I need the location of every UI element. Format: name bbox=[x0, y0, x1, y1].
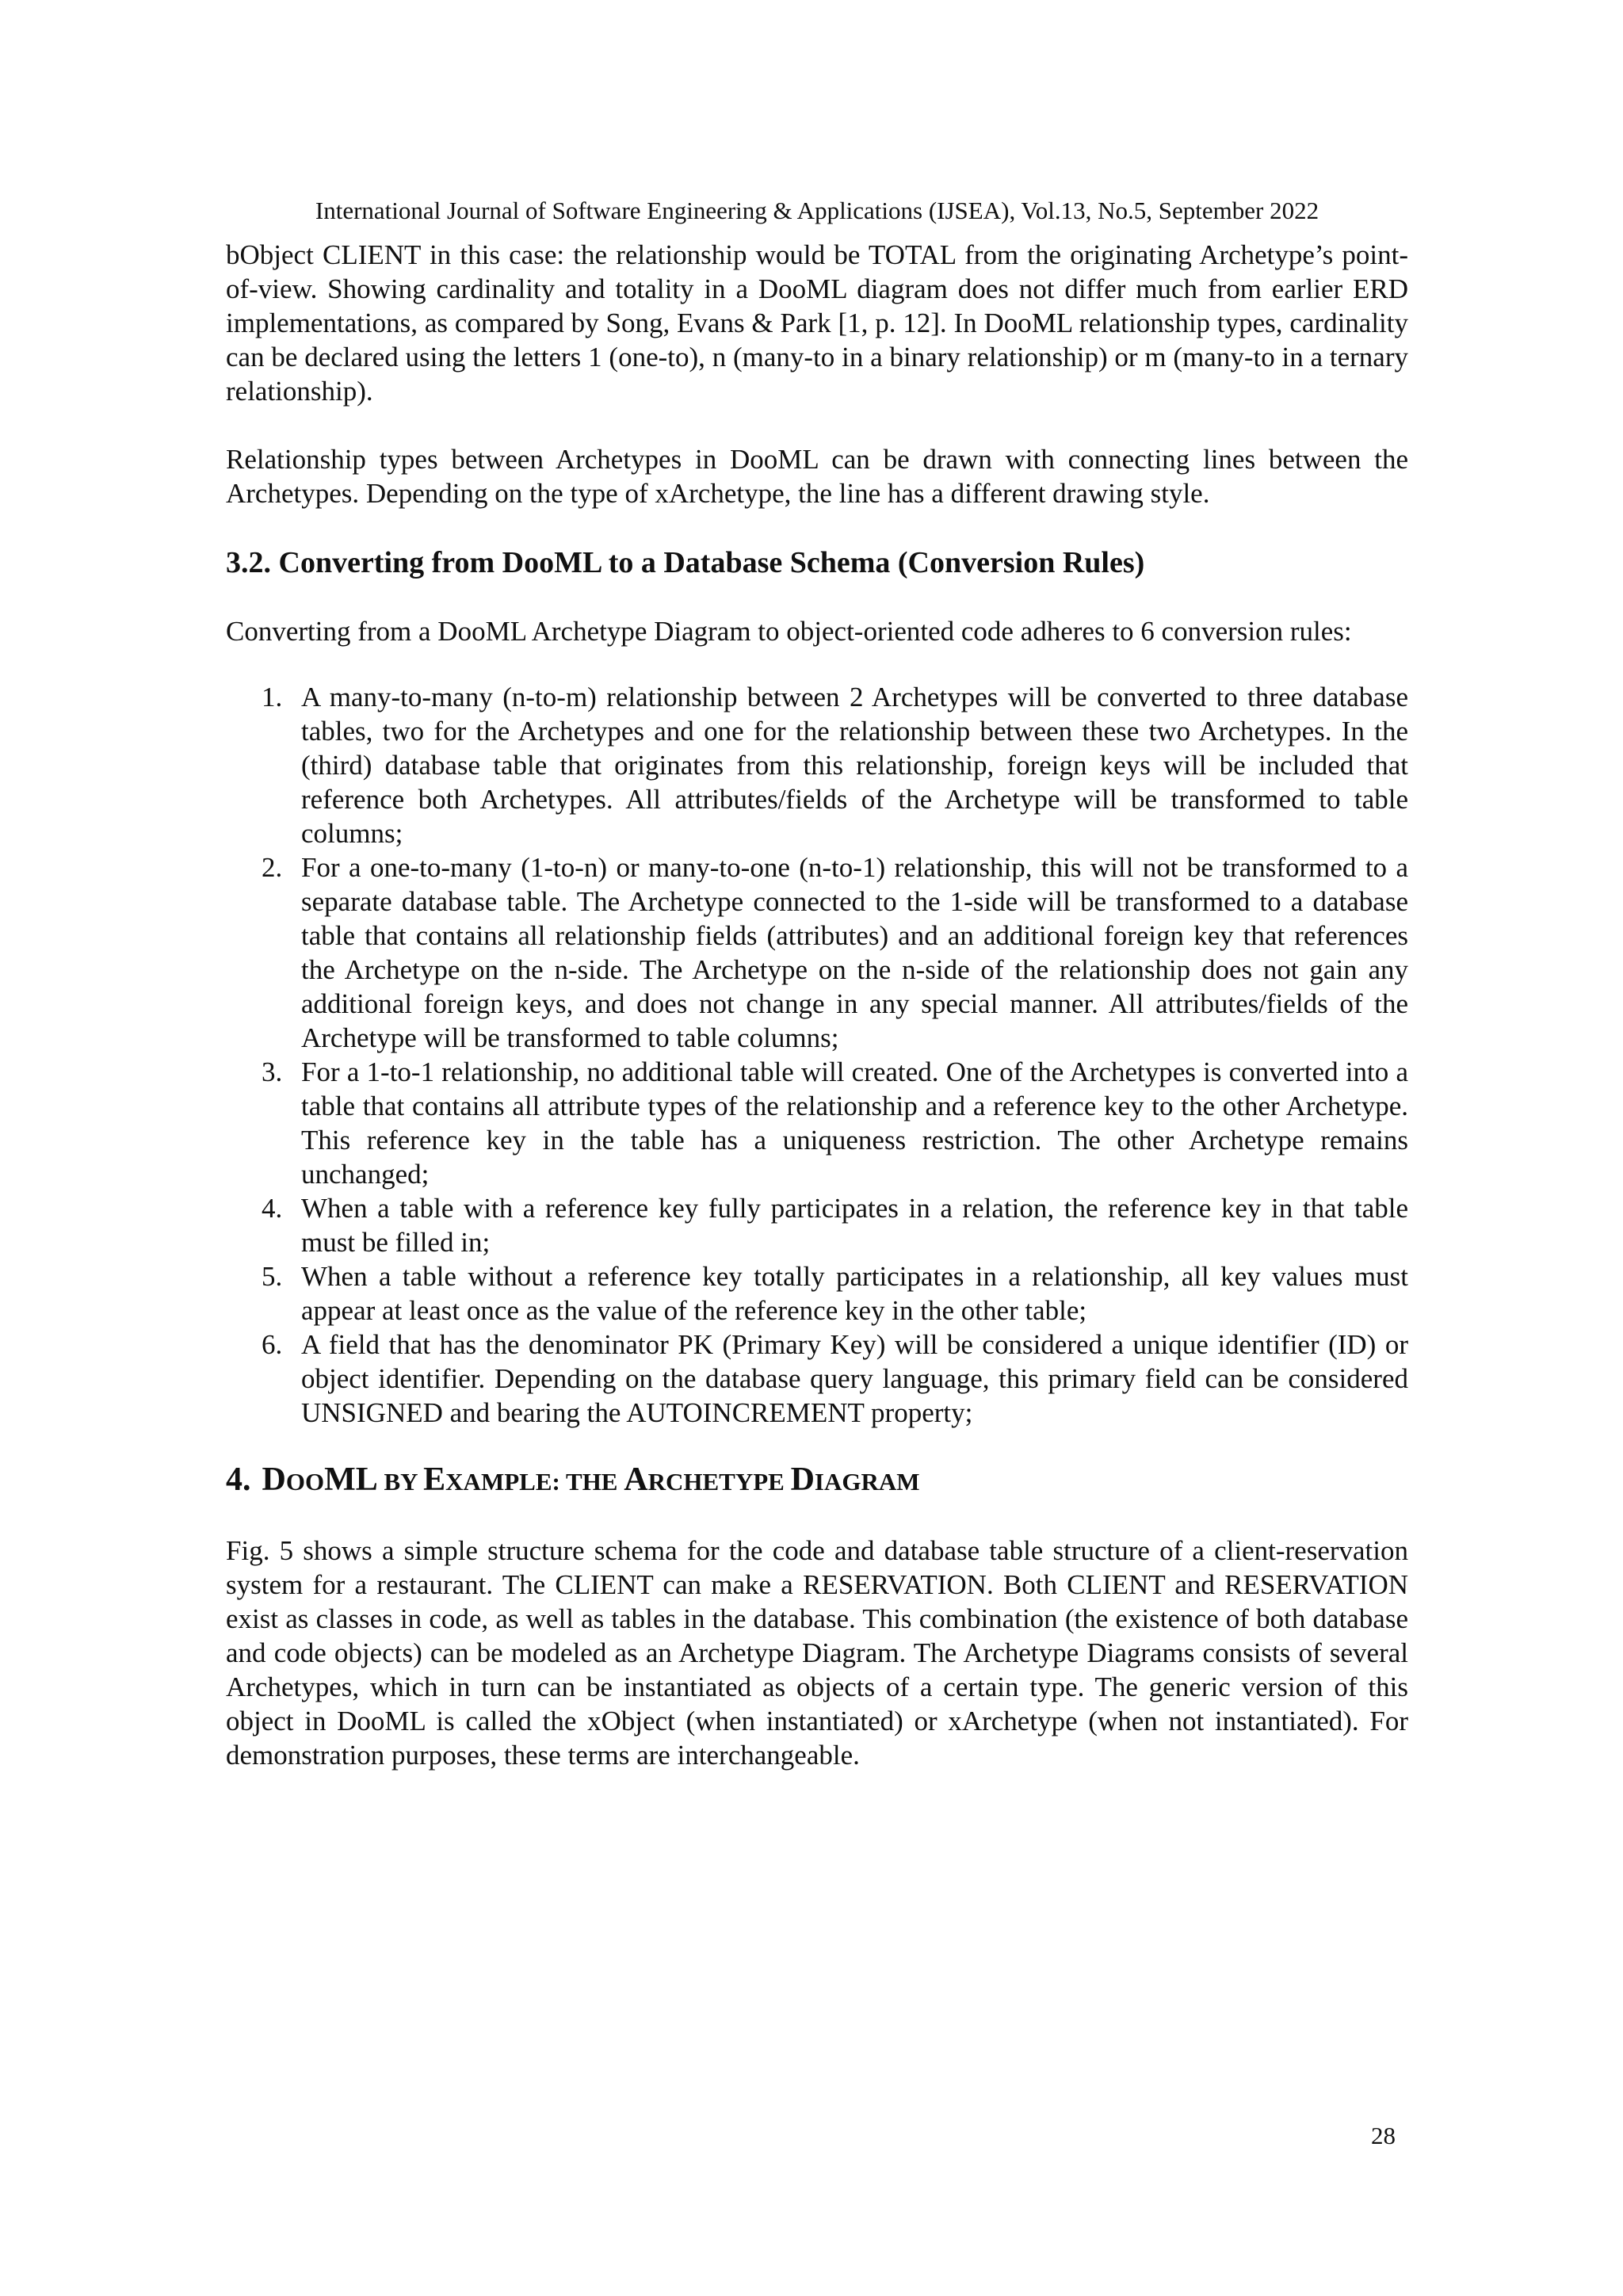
list-item-text: When a table without a reference key totally participates in a relationship, all key values must appear at least once as the value of the reference key in the other table; bbox=[301, 1261, 1408, 1326]
list-item bbox=[262, 850, 1408, 1055]
heading-part: IAGRAM bbox=[814, 1468, 920, 1496]
list-item-marker: 5. bbox=[262, 1261, 283, 1292]
list-item bbox=[262, 680, 1408, 850]
paragraph-conversion-intro: Converting from a DooML Archetype Diagram to object-oriented code adheres to 6 conversion rules: bbox=[226, 616, 1352, 647]
heading-part: E bbox=[423, 1461, 446, 1498]
list-item-marker: 4. bbox=[262, 1193, 283, 1224]
heading-part: A bbox=[624, 1461, 648, 1498]
page-number: 28 bbox=[1371, 2122, 1396, 2149]
heading-part: : THE bbox=[552, 1468, 624, 1496]
heading-part: ML bbox=[324, 1461, 378, 1498]
list-item-text: When a table with a reference key fully participates in a relation, the reference key in that table must be filled in; bbox=[301, 1193, 1408, 1258]
section-heading-3-2: 3.2. Converting from DooML to a Database Schema (Conversion Rules) bbox=[226, 546, 1145, 579]
paragraph-example-intro: Fig. 5 shows a simple structure schema for the code and database table structure of a client-reservation system for a restaurant. The CLIENT can make a RESERVATION. Both CLIENT and RESERVATION exist as classes in code, as well as tables in the database. This combination (the existence of both database and code objects) can be modeled as an Archetype Diagram. The Archetype Diagrams consists of several Archetypes, which in turn can be instantiated as objects of a certain type. The generic version of this object in DooML is called the xObject (when instantiated) or xArchetype (when not instantiated). For demonstration purposes, these terms are interchangeable. bbox=[226, 1535, 1408, 1771]
list-item bbox=[262, 1328, 1408, 1430]
list-item bbox=[262, 1191, 1408, 1259]
list-item-marker: 1. bbox=[262, 682, 283, 712]
section-heading-4 bbox=[226, 1460, 1408, 1502]
list-item-text: For a one-to-many (1-to-n) or many-to-one (n-to-1) relationship, this will not be transformed to a separate database table. The Archetype connected to the 1-side will be transformed to a database table that contains all relationship fields (attributes) and an additional foreign key that references the Archetype on the n-side. The Archetype on the n-side of the relationship does not gain any additional foreign keys, and does not change in any special manner. All attributes/fields of the Archetype will be transformed to table columns; bbox=[301, 852, 1408, 1053]
list-item-marker: 6. bbox=[262, 1329, 283, 1360]
conversion-rules-list bbox=[226, 680, 1408, 1430]
section-number: 4. bbox=[226, 1461, 251, 1498]
list-item-text: A field that has the denominator PK (Primary Key) will be considered a unique identifier (ID) or object identifier. Depending on the database query language, this primary field can be considered UNSIGNED and bearing the AUTOINCREMENT property; bbox=[301, 1329, 1408, 1428]
list-item-marker: 3. bbox=[262, 1056, 283, 1087]
heading-part: XAMPLE bbox=[445, 1468, 552, 1496]
heading-part: RCHETYPE bbox=[647, 1468, 791, 1496]
paragraph-cardinality: bObject CLIENT in this case: the relationship would be TOTAL from the originating Archetype’s point-of-view. Showing cardinality and totality in a DooML diagram does not differ much from earlier ERD implementations, as compared by Song, Evans & Park [1, p. 12]. In DooML relationship types, cardinality can be declared using the letters 1 (one-to), n (many-to in a binary relationship) or m (many-to in a ternary relationship). bbox=[226, 239, 1408, 407]
heading-part: D bbox=[790, 1461, 815, 1498]
list-item bbox=[262, 1055, 1408, 1191]
paragraph-relationship-lines: Relationship types between Archetypes in DooML can be drawn with connecting lines between the Archetypes. Depending on the type of xArchetype, the line has a different drawing style. bbox=[226, 444, 1408, 509]
list-item-text: A many-to-many (n-to-m) relationship between 2 Archetypes will be converted to three database tables, two for the Archetypes and one for the relationship between these two Archetypes. In the (third) database table that originates from this relationship, foreign keys will be included that reference both Archetypes. All attributes/fields of the Archetype will be transformed to table columns; bbox=[301, 682, 1408, 849]
list-item bbox=[262, 1259, 1408, 1328]
running-header: International Journal of Software Engineering & Applications (IJSEA), Vol.13, No.5, September 2022 bbox=[315, 197, 1319, 224]
list-item-marker: 2. bbox=[262, 852, 283, 883]
paper-page bbox=[226, 195, 1408, 1806]
list-item-text: For a 1-to-1 relationship, no additional table will created. One of the Archetypes is converted into a table that contains all attribute types of the relationship and a reference key to the other Archetype. This reference key in the table has a uniqueness restriction. The other Archetype remains unchanged; bbox=[301, 1056, 1408, 1190]
heading-part: D bbox=[262, 1461, 286, 1498]
heading-part: BY bbox=[377, 1468, 424, 1496]
heading-part: OO bbox=[285, 1468, 325, 1496]
